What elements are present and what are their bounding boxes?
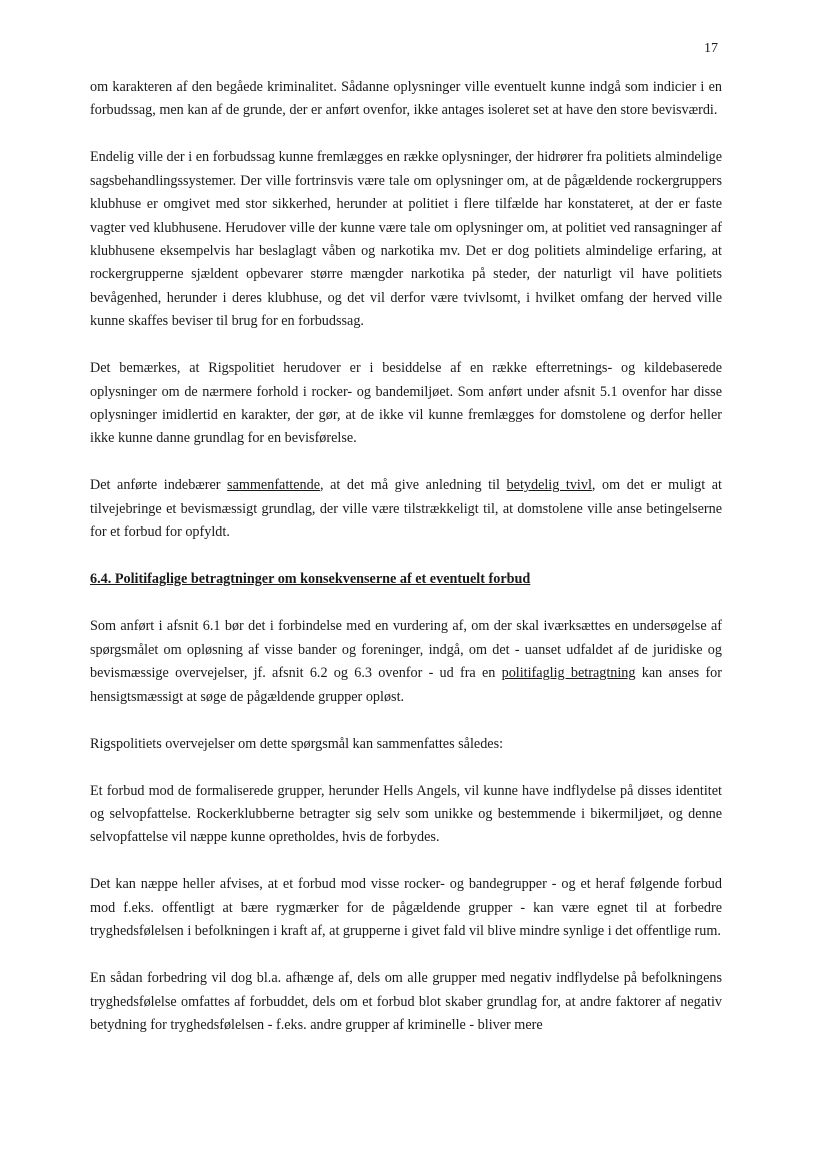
text-run: , om det er muligt at tilvejebringe et bevismæssigt grundlag, der ville være tilstrækkeligt til, at domstolene ville anse betingelserne for et forbud for opfyldt.	[90, 477, 723, 541]
text-run: kan anses for hensigtsmæssigt at søge de pågældende grupper opløst.	[90, 665, 722, 705]
paragraph	[90, 146, 722, 333]
paragraph	[90, 780, 722, 850]
text-run: Det anførte indebærer	[90, 477, 228, 494]
text-run: om karakteren af den begåede kriminalitet. Sådanne oplysninger ville eventuelt kunne indgå som indicier i en forbudssag, men kan af de grunde, der er anført ovenfor, ikke antages isoleret set at have den store bevisværdi.	[90, 79, 722, 119]
text-run: Det bemærkes, at Rigspolitiet herudover er i besiddelse af en række efterretnings- og kildebaserede oplysninger om de nærmere forhold i rocker- og bandemiljøet. Som anført under afsnit 5.1 ovenfor har disse oplysninger imidlertid en karakter, der gør, at de ikke vil kunne fremlægges for domstolene og derfor heller ikke kunne danne grundlag for en bevisførelse.	[90, 360, 722, 447]
text-run: En sådan forbedring vil dog bl.a. afhænge af, dels om alle grupper med negativ indflydelse på befolkningens tryghedsfølelse omfattes af forbuddet, dels om et forbud blot skaber grundlag for, at andre faktorer af negativ betydning for tryghedsfølelsen - f.eks. andre grupper af kriminelle - bliver mere	[90, 970, 722, 1033]
text-run: , at det må give anledning til	[320, 477, 507, 494]
paragraph	[90, 967, 722, 1037]
text-run: Rigspolitiets overvejelser om dette spørgsmål kan sammenfattes således:	[90, 735, 504, 752]
paragraph	[90, 733, 722, 756]
paragraph	[90, 873, 722, 943]
underlined-text: sammenfattende	[227, 477, 321, 494]
text-run: 6.4. Politifaglige betragtninger om konsekvenserne af et eventuelt forbud	[90, 571, 531, 588]
text-run: Som anført i afsnit 6.1 bør det i forbindelse med en vurdering af, om der skal iværksættes en undersøgelse af spørgsmålet om opløsning af visse bander og foreninger, indgå, om det - uanset udfaldet af de juridiske og bevismæssige overvejelser, jf. afsnit 6.2 og 6.3 ovenfor - ud fra en	[90, 618, 722, 682]
paragraph	[90, 76, 722, 123]
text-run: Det kan næppe heller afvises, at et forbud mod visse rocker- og bandegrupper - og et heraf følgende forbud mod f.eks. offentligt at bære rygmærker for de pågældende grupper - kan være egnet til at forbedre tryghedsfølelsen i befolkningen i kraft af, at grupperne i givet fald vil blive mindre synlige i det offentlige rum.	[90, 876, 722, 940]
underlined-text: betydelig tvivl	[506, 477, 592, 494]
page-number: 17	[704, 41, 718, 56]
paragraph	[90, 357, 722, 451]
section-heading	[90, 568, 722, 591]
paragraph	[90, 474, 722, 544]
underlined-text: politifaglig betragtning	[501, 665, 636, 682]
paragraph	[90, 615, 722, 709]
document-body	[90, 76, 722, 1037]
text-run: Et forbud mod de formaliserede grupper, herunder Hells Angels, vil kunne have indflydelse på disses identitet og selvopfattelse. Rockerklubberne betragter sig selv som unikke og bestemmende i bikermiljøet, og denne selvopfattelse vil næppe kunne opretholdes, hvis de forbydes.	[90, 782, 722, 846]
text-run: Endelig ville der i en forbudssag kunne fremlægges en række oplysninger, der hidrører fra politiets almindelige sagsbehandlingssystemer. Der ville fortrinsvis være tale om oplysninger om, at de pågældende rockergruppers klubhuse er omgivet med stor sikkerhed, herunder at politiet i flere tilfælde har konstateret, at der er faste vagter ved klubhusene. Herudover ville der kunne være tale om oplysninger om, at politiet ved ransagninger af klubhusene eksempelvis har beslaglagt våben og narkotika mv. Det er dog politiets almindelige erfaring, at rockergrupperne sjældent opbevarer større mængder narkotika på steder, der naturligt vil have politiets bevågenhed, herunder i deres klubhuse, og det vil derfor være tvivlsomt, i hvilket omfang der herved ville kunne skaffes beviser til brug for en forbudssag.	[90, 149, 722, 330]
